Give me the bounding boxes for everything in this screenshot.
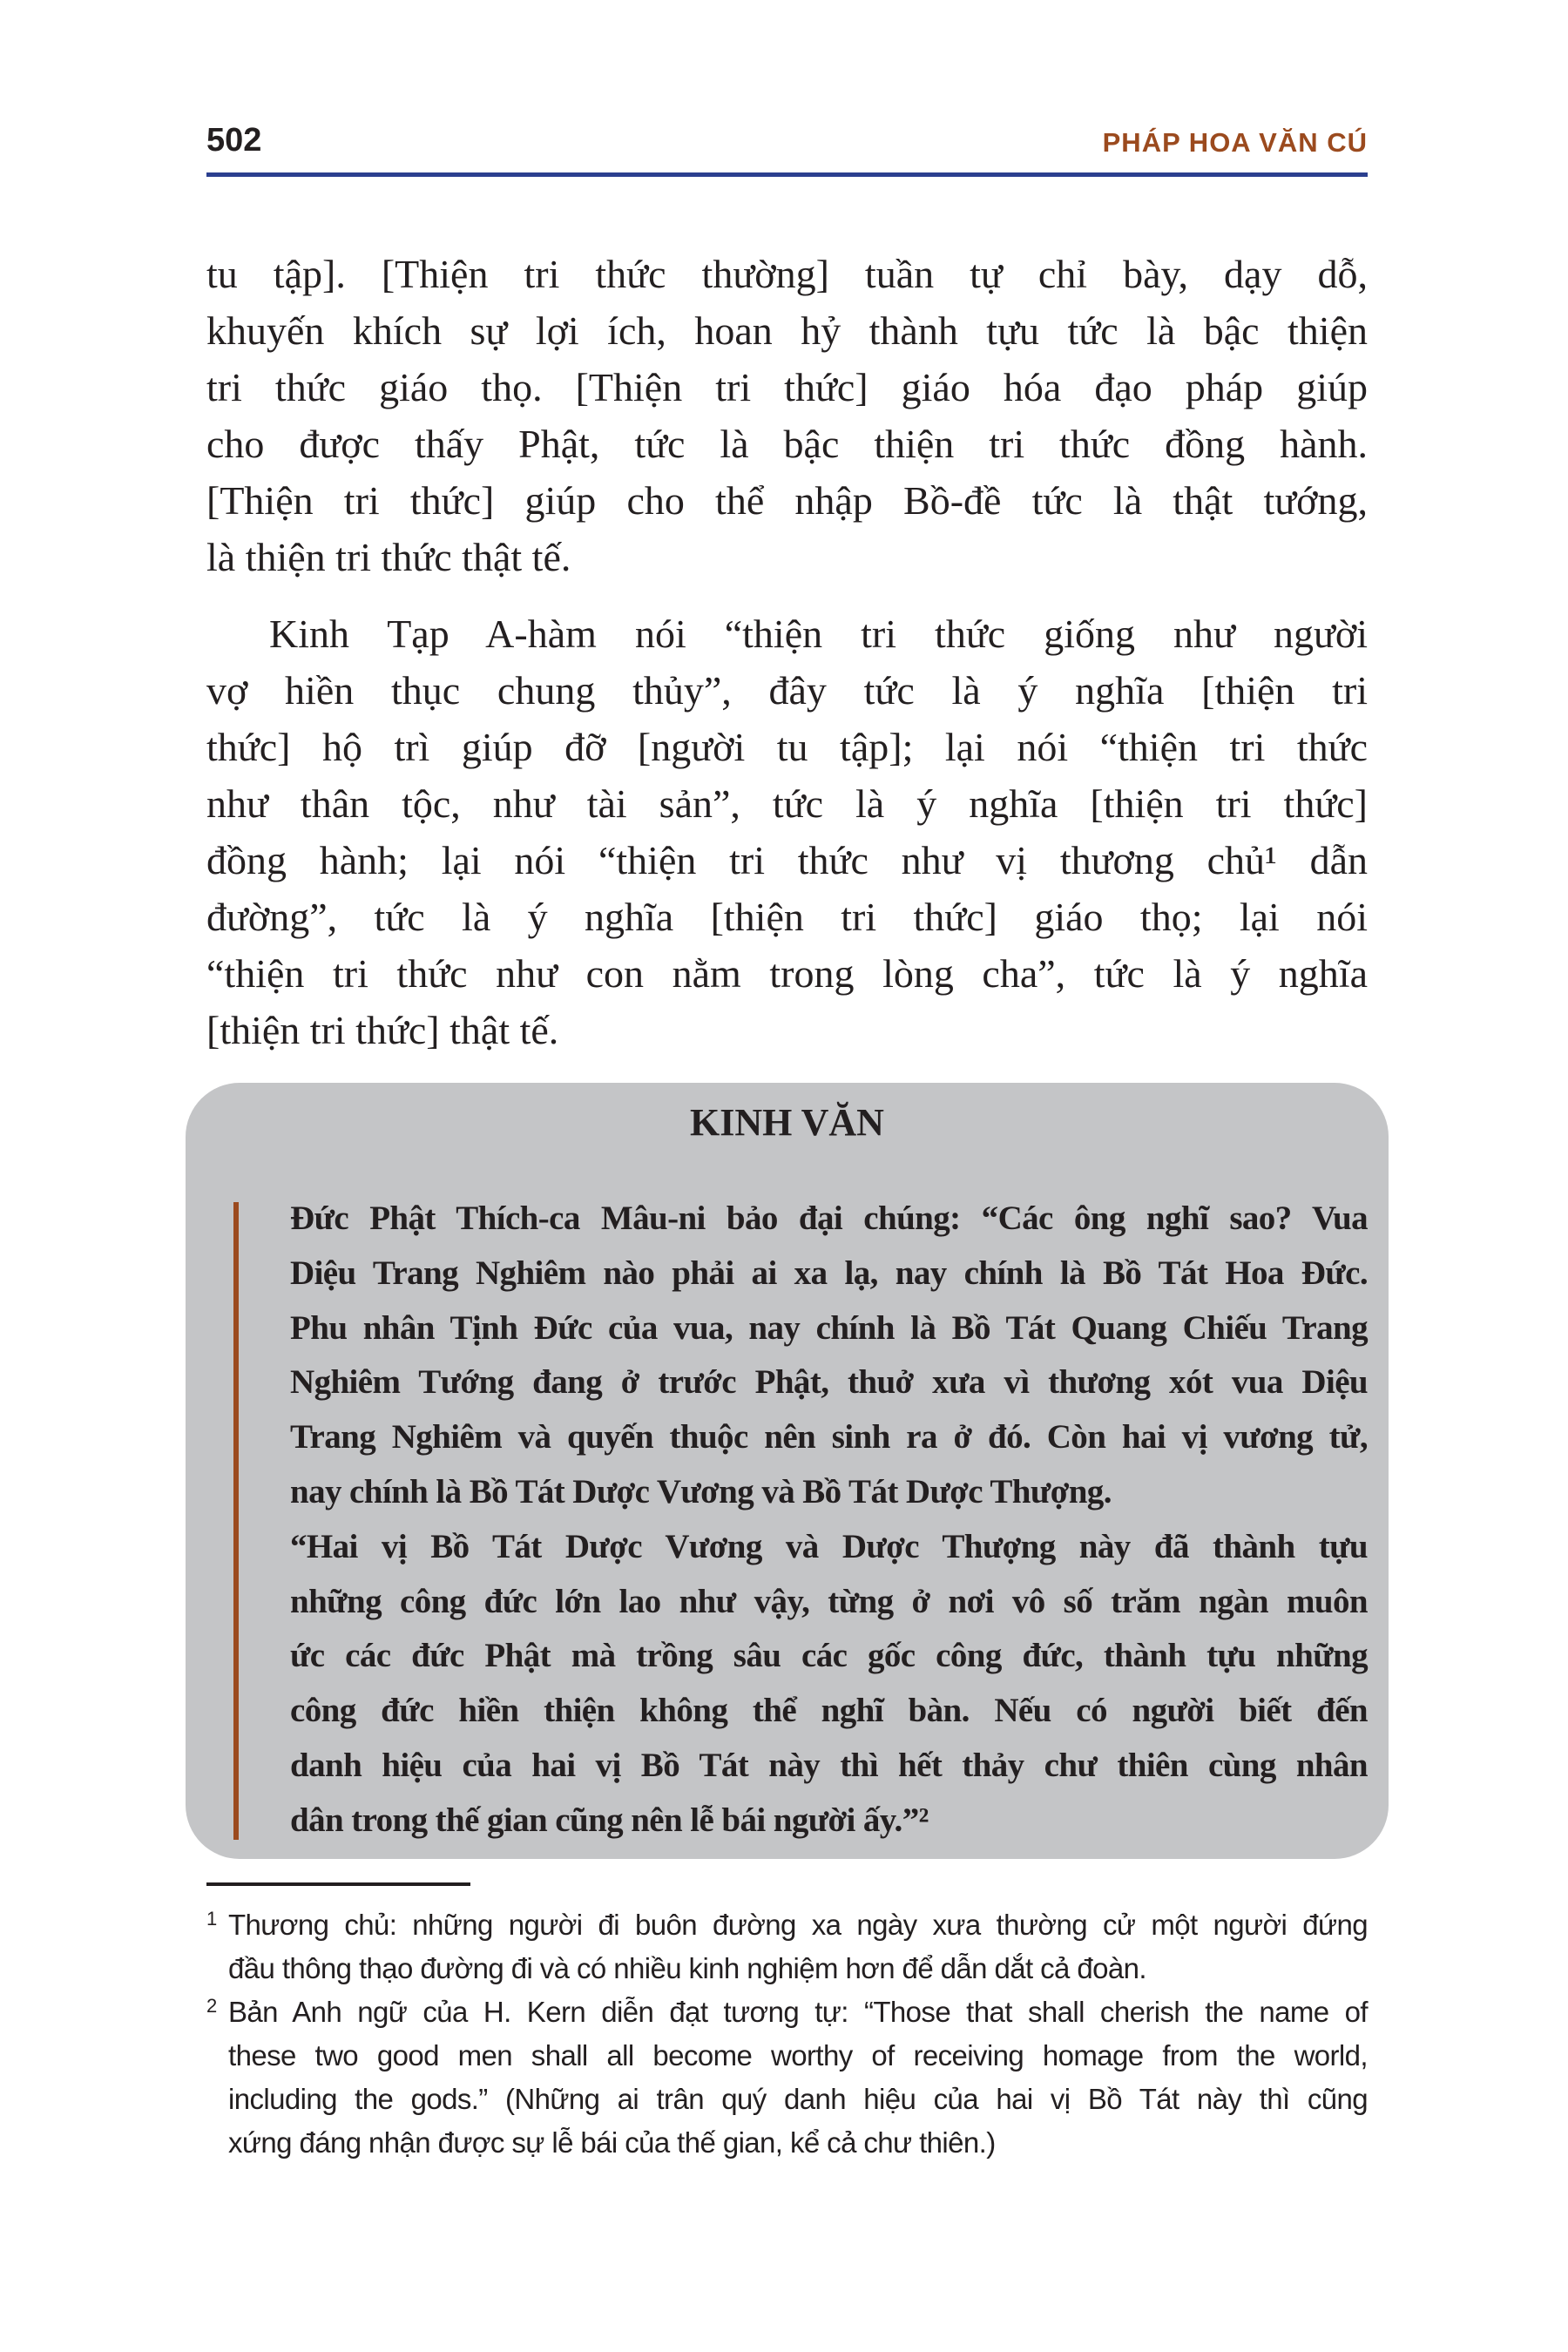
footnote-line: including the gods.” (Những ai trân quý danh hiệu của hai vị Bồ Tát này thì cũng: [228, 2083, 1368, 2115]
footnote-rule: [206, 1882, 470, 1886]
text-line: vợ hiền thục chung thủy”, đây tức là ý nghĩa [thiện tri: [206, 668, 1368, 713]
sutra-text: [290, 1192, 1368, 1848]
sutra-line: Phu nhân Tịnh Đức của vua, nay chính là Bồ Tát Quang Chiếu Trang: [290, 1308, 1368, 1347]
paragraph-2: [206, 605, 1368, 1058]
sutra-line: danh hiệu của hai vị Bồ Tát này thì hết thảy chư thiên cùng nhân: [290, 1746, 1368, 1784]
text-line: là thiện tri thức thật tế.: [206, 535, 571, 579]
sutra-line: ức các đức Phật mà trồng sâu các gốc công đức, thành tựu những: [290, 1637, 1368, 1675]
text-line: khuyến khích sự lợi ích, hoan hỷ thành tựu tức là bậc thiện: [206, 308, 1368, 353]
footnote-1: [206, 1903, 1368, 1947]
text-line: tri thức giáo thọ. [Thiện tri thức] giáo hóa đạo pháp giúp: [206, 365, 1368, 409]
sutra-line: Đức Phật Thích-ca Mâu-ni bảo đại chúng: “Các ông nghĩ sao? Vua: [290, 1200, 1368, 1237]
footnote-line: đầu thông thạo đường đi và có nhiều kinh nghiệm hơn để dẫn dắt cả đoàn.: [228, 1952, 1146, 1984]
text-line: tu tập]. [Thiện tri thức thường] tuần tự chỉ bày, dạy dỗ,: [206, 252, 1368, 296]
footnote-line: Thương chủ: những người đi buôn đường xa ngày xưa thường cử một người đứng: [228, 1909, 1368, 1941]
paragraph-1: [206, 246, 1368, 585]
sutra-line: “Hai vị Bồ Tát Dược Vương và Dược Thượng này đã thành tựu: [290, 1527, 1368, 1565]
sutra-line: Trang Nghiêm và quyến thuộc nên sinh ra ở đó. Còn hai vị vương tử,: [290, 1418, 1368, 1456]
sutra-line: dân trong thế gian cũng nên lễ bái người ấy.”²: [290, 1801, 929, 1839]
sutra-line: những công đức lớn lao như vậy, từng ở nơi vô số trăm ngàn muôn: [290, 1582, 1368, 1620]
sutra-line: công đức hiền thiện không thể nghĩ bàn. Nếu có người biết đến: [290, 1692, 1368, 1730]
text-line: thức] hộ trì giúp đỡ [người tu tập]; lại nói “thiện tri thức: [206, 725, 1368, 769]
footnote-marker: 1: [206, 1908, 217, 1930]
quote-bar: [233, 1202, 239, 1840]
footnote-line: Bản Anh ngữ của H. Kern diễn đạt tương tự: “Those that shall cherish the name of: [228, 1996, 1368, 2028]
sutra-line: Nghiêm Tướng đang ở trước Phật, thuở xưa vì thương xót vua Diệu: [290, 1363, 1368, 1402]
footnote-line: xứng đáng nhận được sự lễ bái của thế gian, kể cả chư thiên.): [228, 2126, 996, 2159]
header-rule: [206, 172, 1368, 177]
footnote-2: [206, 1990, 1368, 2034]
sutra-box-title: KINH VĂN: [690, 1101, 884, 1144]
text-line: “thiện tri thức như con nằm trong lòng cha”, tức là ý nghĩa: [206, 951, 1368, 996]
running-title: PHÁP HOA VĂN CÚ: [1102, 127, 1368, 158]
footnote-line: these two good men shall all become worthy of receiving homage from the world,: [228, 2039, 1368, 2072]
text-line: Kinh Tạp A-hàm nói “thiện tri thức giống như người: [269, 612, 1368, 656]
page-number: 502: [206, 122, 262, 159]
text-line: như thân tộc, như tài sản”, tức là ý nghĩa [thiện tri thức]: [206, 781, 1368, 826]
text-line: đường”, tức là ý nghĩa [thiện tri thức] giáo thọ; lại nói: [206, 895, 1368, 939]
text-line: [Thiện tri thức] giúp cho thể nhập Bồ-đề tức là thật tướng,: [206, 478, 1368, 523]
text-line: [thiện tri thức] thật tế.: [206, 1008, 559, 1052]
text-line: đồng hành; lại nói “thiện tri thức như vị thương chủ¹ dẫn: [206, 838, 1368, 882]
text-line: cho được thấy Phật, tức là bậc thiện tri thức đồng hành.: [206, 422, 1368, 466]
footnote-marker: 2: [206, 1995, 217, 2017]
sutra-box: [186, 1083, 1389, 1859]
sutra-line: nay chính là Bồ Tát Dược Vương và Bồ Tát Dược Thượng.: [290, 1472, 1112, 1511]
footnotes: [206, 1903, 1368, 2165]
sutra-line: Diệu Trang Nghiêm nào phải ai xa lạ, nay chính là Bồ Tát Hoa Đức.: [290, 1254, 1368, 1292]
